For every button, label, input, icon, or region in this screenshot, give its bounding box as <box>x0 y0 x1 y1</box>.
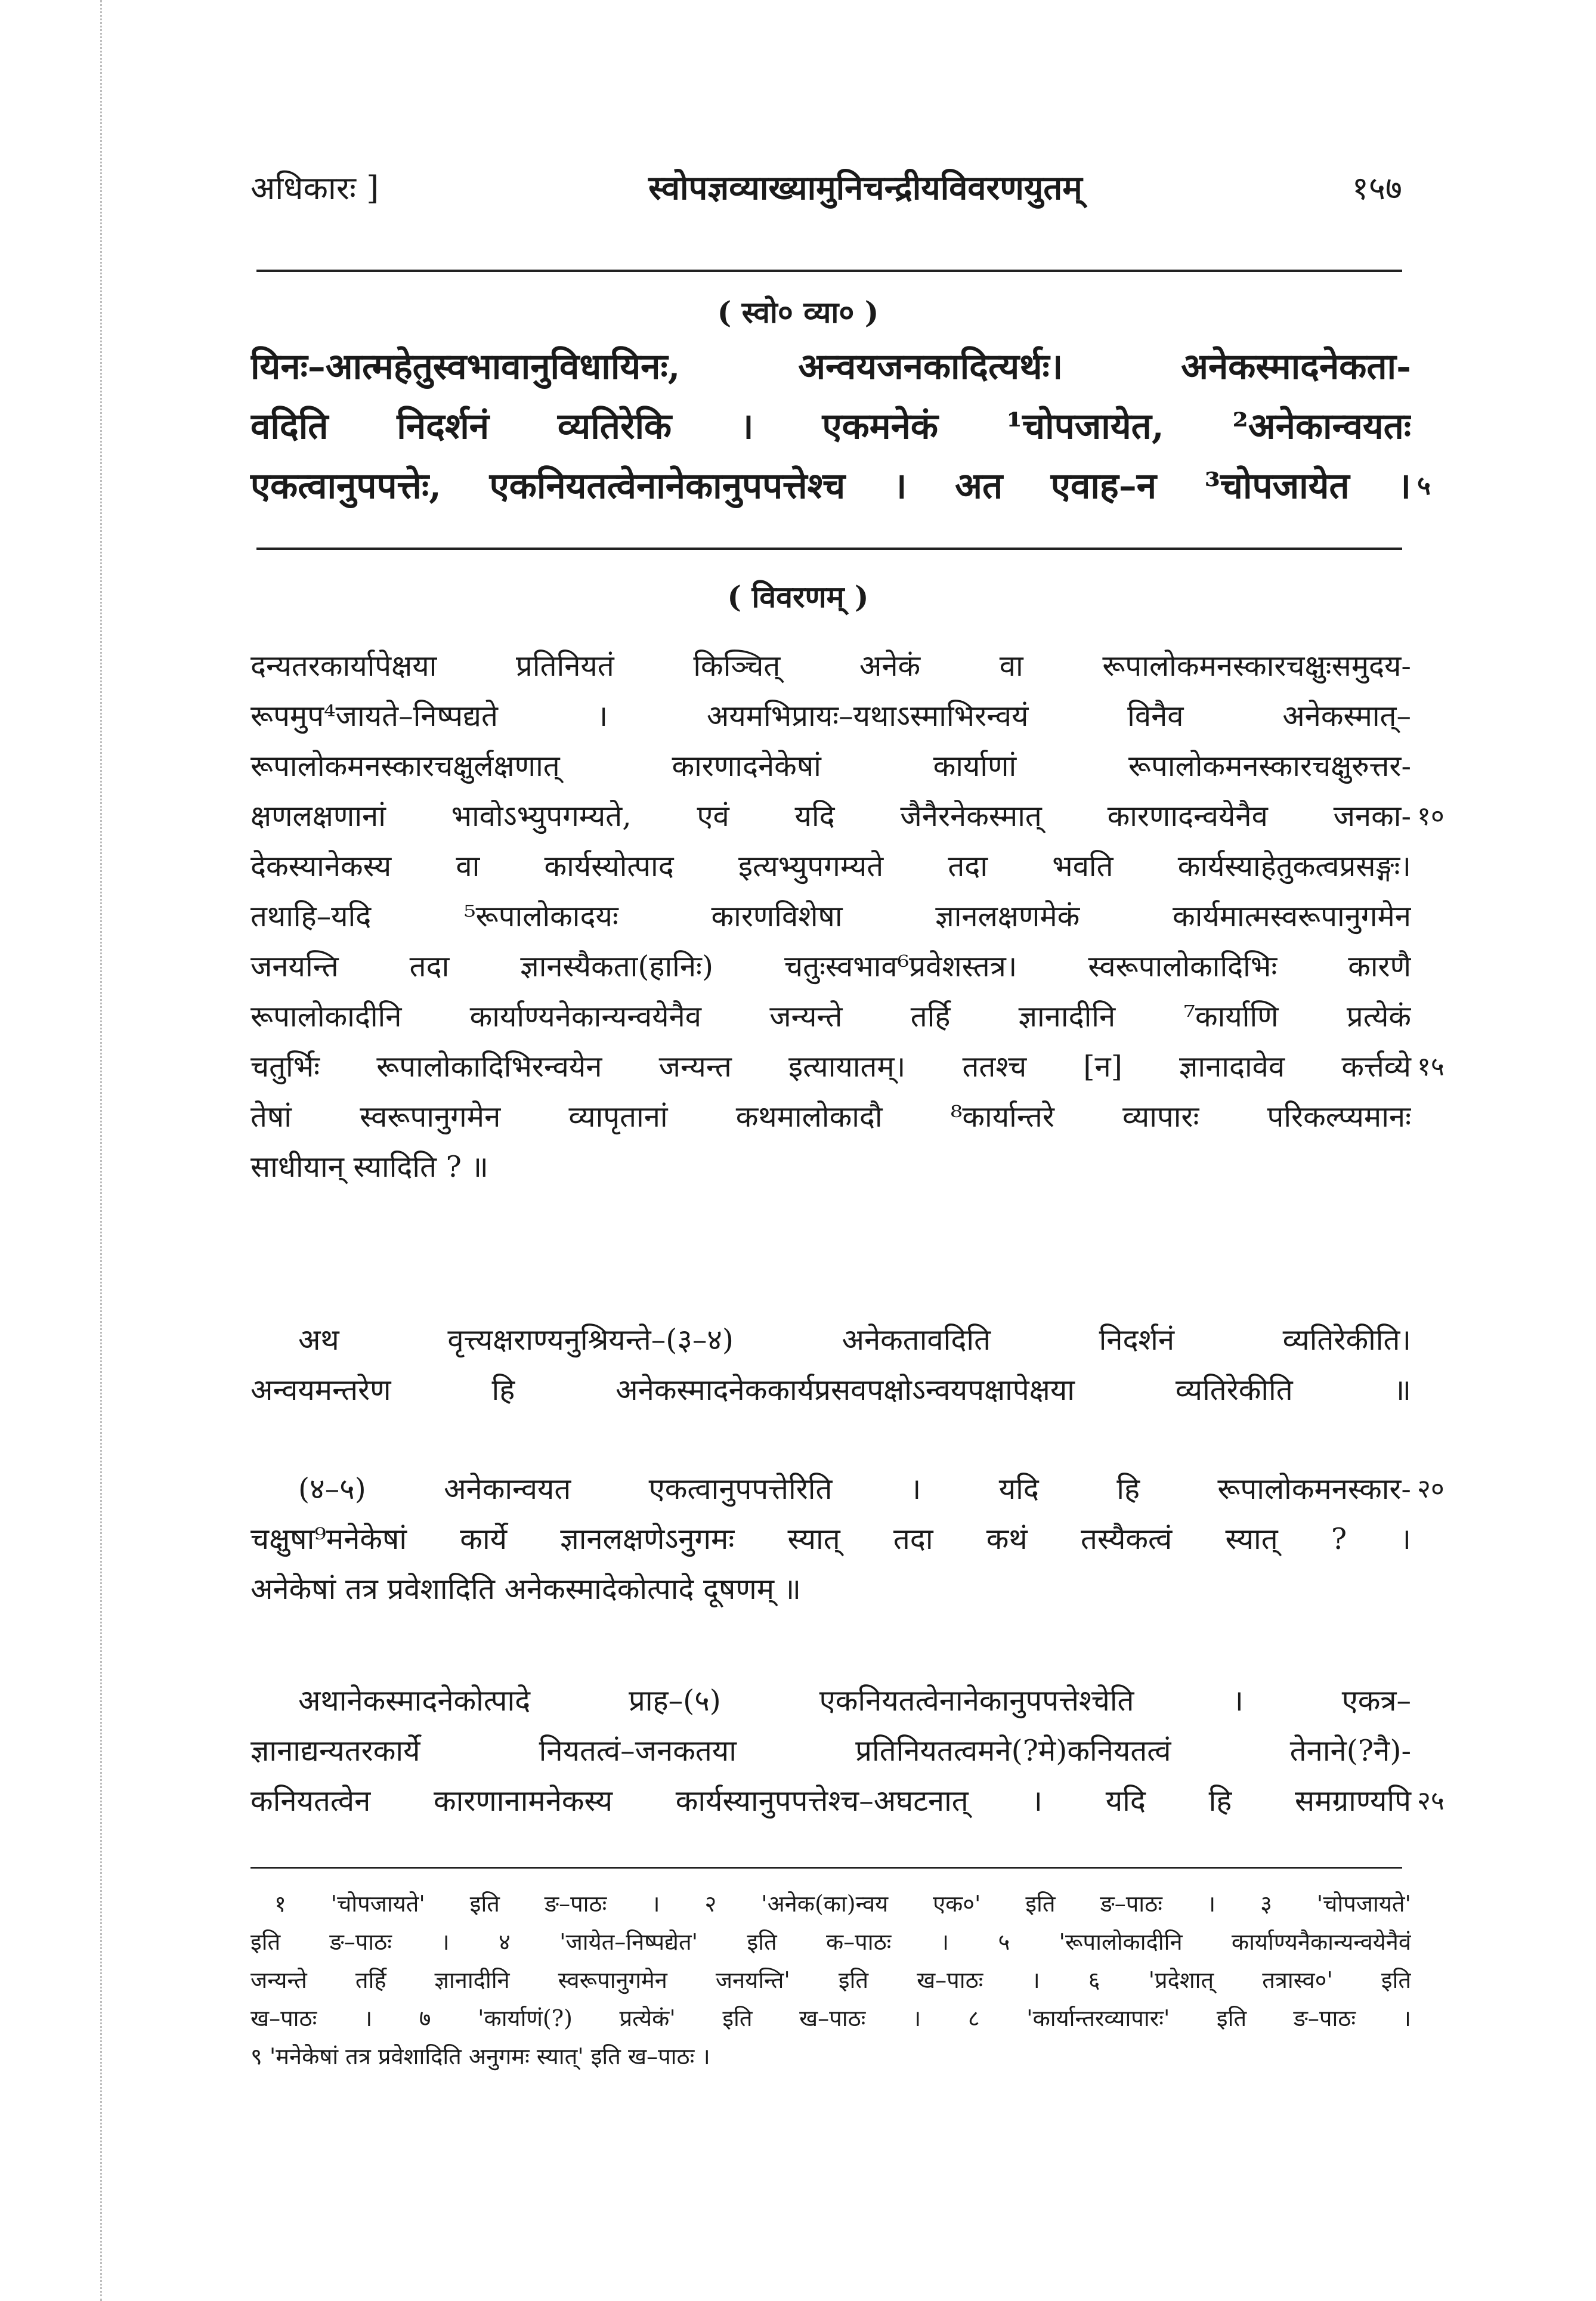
paragraph-line: ज्ञानाद्यन्यतरकार्ये नियतत्वं–जनकतया प्रतिनियतत्वमने(?मे)कनियतत्वं तेनाने(?नै)- <box>250 1734 1411 1768</box>
line-number: ५ <box>1417 471 1431 501</box>
paragraph-vritti-2 <box>298 1464 1445 1514</box>
vivaranam-line: तेषां स्वरूपानुगमेन व्यापृतानां कथमालोकादौ ⁸कार्यान्तरे व्यापारः परिकल्प्यमानः <box>250 1100 1411 1134</box>
line-number: २५ <box>1417 1786 1445 1816</box>
paragraph-vritti-1-cont <box>250 1365 1411 1415</box>
vivaranam-label: ( विवरणम् ) <box>727 579 869 614</box>
line-number: १० <box>1417 801 1445 831</box>
binding-margin <box>100 0 102 2301</box>
footnote-line: इति ङ–पाठः । ४ 'जायेत–निष्पद्येत' इति क–पाठः । ५ 'रूपालोकादीनि कार्याण्यनैकान्यन्वयेनैवं <box>250 1929 1411 1955</box>
svopajna-line: यिनः–आत्महेतुस्वभावानुविधायिनः, अन्वयजनकादित्यर्थः। अनेकस्मादनेकता- <box>250 346 1411 388</box>
vivaranam-line: जनयन्ति तदा ज्ञानस्यैकता(हानिः) चतुःस्वभाव⁶प्रवेशस्तत्र। स्वरूपालोकादिभिः कारणै <box>250 950 1411 984</box>
vivaranam-line <box>250 1042 1445 1092</box>
paragraph-line-text: (४–५) अनेकान्वयत एकत्वानुपपत्तेरिति । यदि हि रूपालोकमनस्कार- <box>298 1472 1411 1506</box>
paragraph-line: अथ वृत्त्यक्षराण्यनुश्रियन्ते–(३–४) अनेकतावदिति निदर्शनं व्यतिरेकीति। <box>298 1323 1411 1357</box>
section-rule <box>256 548 1402 550</box>
paragraph-vritti-1 <box>298 1315 1411 1365</box>
vivaranam-line: रूपमुप⁴जायते–निष्पद्यते । अयमभिप्रायः–यथाऽस्माभिरन्वयं विनैव अनेकस्मात्– <box>250 699 1411 733</box>
paragraph-vritti-2-cont <box>250 1514 1411 1615</box>
book-title: स्वोपज्ञव्याख्यामुनिचन्द्रीयविवरणयुतम् <box>648 168 1082 208</box>
vivaranam-line: साधीयान् स्यादिति ? ॥ <box>250 1150 488 1184</box>
page-number: १५७ <box>1351 169 1402 207</box>
paragraph-line <box>298 1464 1445 1514</box>
vivaranam-text <box>250 641 1445 1192</box>
paragraph-line: अनेकेषां तत्र प्रवेशादिति अनेकस्मादेकोत्पादे दूषणम् ॥ <box>250 1572 801 1606</box>
paragraph-line <box>250 1776 1445 1826</box>
footnotes <box>274 1885 1411 1923</box>
svopajna-line-text: एकत्वानुपपत्तेः, एकनियतत्वेनानेकानुपपत्तेश्च । अत एवाह–न ³चोपजायेत । <box>250 465 1411 507</box>
vivaranam-line: रूपालोकादीनि कार्याण्यनेकान्यन्वयेनैव जन्यन्ते तर्हि ज्ञानादीनि ⁷कार्याणि प्रत्येकं <box>250 1000 1411 1034</box>
footnote-line: ख–पाठः । ७ 'कार्याणं(?) प्रत्येकं' इति ख–पाठः । ८ 'कार्यान्तरव्यापारः' इति ङ–पाठः । <box>250 2005 1411 2031</box>
svopajna-commentary <box>250 337 1431 516</box>
footnote-rule <box>250 1867 1402 1869</box>
paragraph-line: अन्वयमन्तरेण हि अनेकस्मादनेककार्यप्रसवपक्षोऽन्वयपक्षापेक्षया व्यतिरेकीति ॥ <box>250 1373 1411 1407</box>
paragraph-line: चक्षुषा⁹मनेकेषां कार्ये ज्ञानलक्षणेऽनुगमः स्यात् तदा कथं तस्यैकत्वं स्यात् ? । <box>250 1522 1411 1556</box>
footnotes-cont <box>250 1923 1411 2076</box>
line-number: १५ <box>1417 1051 1445 1082</box>
chapter-marker: अधिकारः ] <box>250 169 379 207</box>
svopajna-line <box>250 456 1431 516</box>
vivaranam-line-text: क्षणलक्षणानां भावोऽभ्युपगम्यते, एवं यदि जैनैरनेकस्मात् कारणादन्वयेनैव जनका- <box>250 799 1411 833</box>
svopajna-label: ( स्वो० व्या० ) <box>717 295 879 330</box>
vivaranam-line <box>250 791 1445 842</box>
paragraph-line: अथानेकस्मादनेकोत्पादे प्राह–(५) एकनियतत्वेनानेकानुपपत्तेश्चेति । एकत्र– <box>298 1684 1411 1718</box>
vivaranam-line: तथाहि–यदि ⁵रूपालोकादयः कारणविशेषा ज्ञानलक्षणमेकं कार्यमात्मस्वरूपानुगमेन <box>250 899 1411 933</box>
footnote-line: ९ 'मनेकेषां तत्र प्रवेशादिति अनुगमः स्यात्' इति ख–पाठः । <box>250 2043 710 2070</box>
vivaranam-line: रूपालोकमनस्कारचक्षुर्लक्षणात् कारणादनेकेषां कार्याणां रूपालोकमनस्कारचक्षुरुत्तर- <box>250 749 1411 783</box>
paragraph-vritti-3-cont <box>250 1726 1445 1826</box>
running-header <box>250 160 1402 214</box>
paragraph-vritti-3 <box>298 1676 1411 1726</box>
svopajna-line: वदिति निदर्शनं व्यतिरेकि । एकमनेकं ¹चोपजायेत, ²अनेकान्वयतः <box>250 406 1411 447</box>
header-rule <box>256 270 1402 272</box>
footnote-line: जन्यन्ते तर्हि ज्ञानादीनि स्वरूपानुगमेन जनयन्ति' इति ख–पाठः । ६ 'प्रदेशात् तत्रास्व०' इति <box>250 1967 1411 1993</box>
vivaranam-line-text: चतुर्भिः रूपालोकादिभिरन्वयेन जन्यन्त इत्यायातम्। ततश्च [न] ज्ञानादावेव कर्त्तव्ये <box>250 1050 1411 1084</box>
line-number: २० <box>1417 1474 1445 1504</box>
vivaranam-line: दन्यतरकार्यापेक्षया प्रतिनियतं किञ्चित् अनेकं वा रूपालोकमनस्कारचक्षुःसमुदय- <box>250 649 1411 683</box>
footnote-line: १ 'चोपजायते' इति ङ–पाठः । २ 'अनेक(का)न्वय एक०' इति ङ–पाठः । ३ 'चोपजायते' <box>274 1891 1411 1917</box>
vivaranam-line: देकस्यानेकस्य वा कार्यस्योत्पाद इत्यभ्युपगम्यते तदा भवति कार्यस्याहेतुकत्वप्रसङ्गः। <box>250 849 1411 883</box>
paragraph-line-text: कनियतत्वेन कारणानामनेकस्य कार्यस्यानुपपत्तेश्च–अघटनात् । यदि हि समग्राण्यपि <box>250 1784 1411 1818</box>
